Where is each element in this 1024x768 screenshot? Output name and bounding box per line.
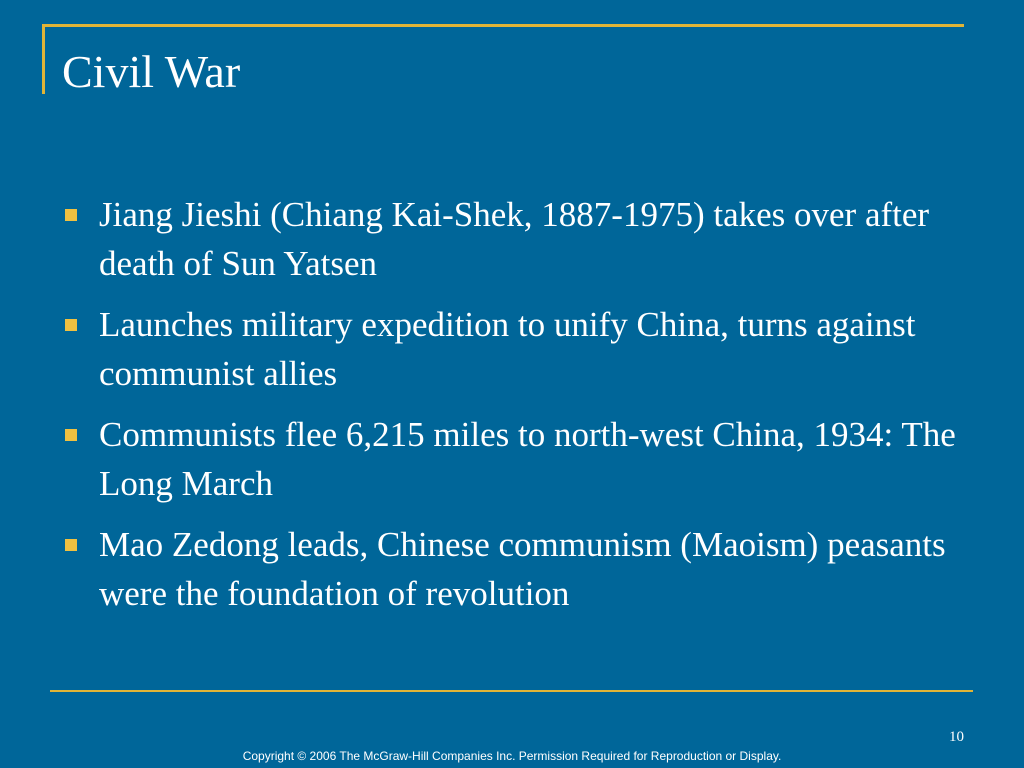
bullet-text: Mao Zedong leads, Chinese communism (Maoism) peasants were the foundation of revolution: [99, 525, 946, 613]
title-frame-top-rule: [42, 24, 964, 27]
bullet-text: Communists flee 6,215 miles to north-west China, 1934: The Long March: [99, 415, 956, 503]
bullet-item: [62, 410, 962, 508]
bullet-item: [62, 520, 962, 618]
bullet-list: [62, 190, 962, 630]
slide-title: Civil War: [62, 46, 241, 97]
square-bullet-icon: [65, 319, 77, 331]
square-bullet-icon: [65, 429, 77, 441]
title-frame-left-rule: [42, 24, 45, 94]
footer-divider: [50, 690, 973, 692]
square-bullet-icon: [65, 209, 77, 221]
copyright-notice: Copyright © 2006 The McGraw-Hill Companies Inc. Permission Required for Reproduction or Display.: [242, 749, 782, 763]
square-bullet-icon: [65, 539, 77, 551]
bullet-text: Jiang Jieshi (Chiang Kai-Shek, 1887-1975) takes over after death of Sun Yatsen: [99, 195, 930, 283]
slide-number: 10: [949, 729, 964, 745]
bullet-text: Launches military expedition to unify China, turns against communist allies: [99, 305, 916, 393]
bullet-item: [62, 190, 962, 288]
bullet-item: [62, 300, 962, 398]
